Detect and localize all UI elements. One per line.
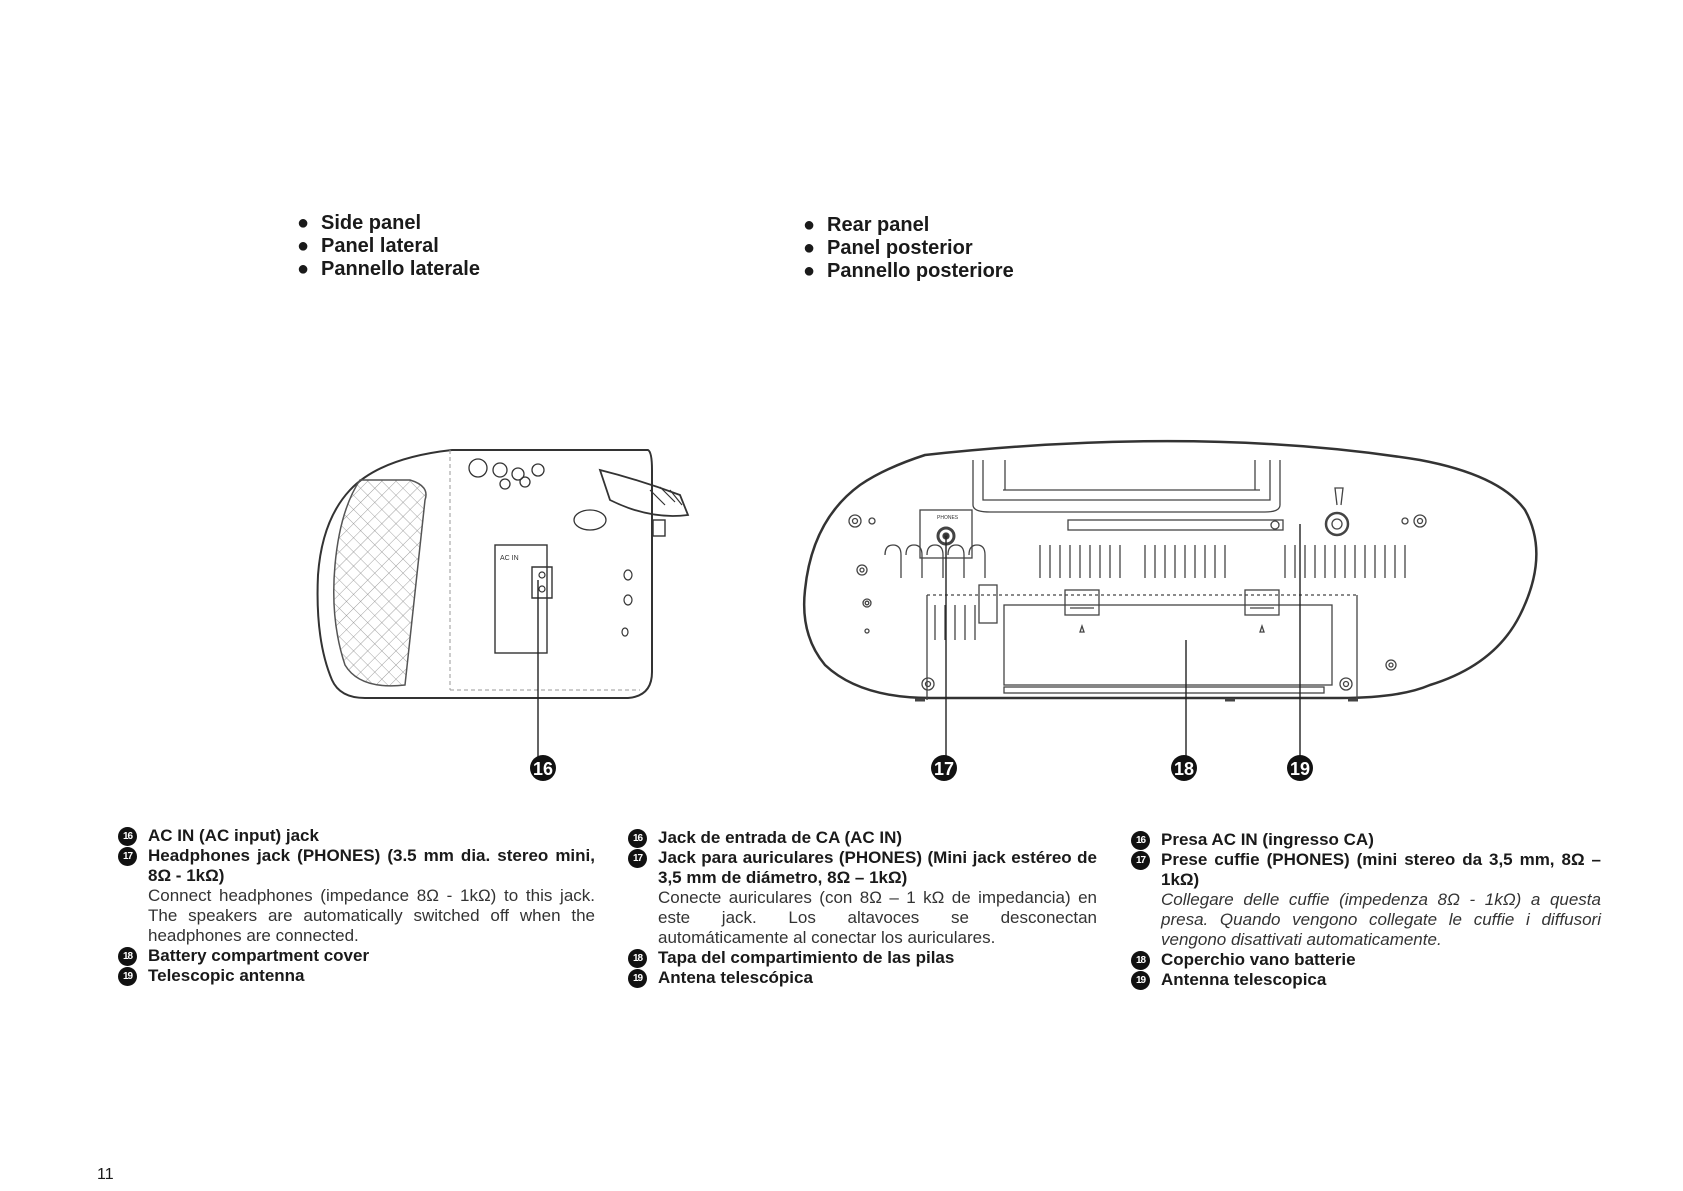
item-label: Antenna telescopica xyxy=(1161,970,1327,989)
item-label: Jack para auriculares (PHONES) (Mini jack estéreo de 3,5 mm de diámetro, 8Ω – 1kΩ) xyxy=(658,848,1097,887)
number-badge: 19 xyxy=(628,969,647,988)
list-item-18 xyxy=(118,946,595,966)
ac-in-label: AC IN xyxy=(500,555,519,562)
heading-it: Pannello posteriore xyxy=(827,260,1014,282)
rear-view-drawing xyxy=(804,441,1536,698)
item-label: Headphones jack (PHONES) (3.5 mm dia. stereo mini, 8Ω - 1kΩ) xyxy=(148,846,595,885)
heading-en: Side panel xyxy=(321,212,422,234)
spanish-column xyxy=(628,828,1097,988)
list-item-16 xyxy=(1131,830,1601,850)
item-label: Antena telescópica xyxy=(658,968,813,987)
number-badge: 18 xyxy=(1131,951,1150,970)
english-column xyxy=(118,826,595,986)
list-item-16 xyxy=(118,826,595,846)
heading-es: Panel lateral xyxy=(321,235,439,257)
list-item-17 xyxy=(118,846,595,886)
number-badge: 16 xyxy=(628,829,647,848)
number-badge: 16 xyxy=(118,827,137,846)
item-description: Connect headphones (impedance 8Ω - 1kΩ) to this jack. The speakers are automatically switched off when the headphones are connected. xyxy=(148,886,595,945)
item-label: Presa AC IN (ingresso CA) xyxy=(1161,830,1374,849)
side-panel-heading: ● Side panel ● Panel lateral ● Pannello laterale xyxy=(297,212,480,280)
rear-panel-heading: ● Rear panel ● Panel posterior ● Pannello posteriore xyxy=(803,214,1014,282)
list-item-18 xyxy=(1131,950,1601,970)
list-item-19 xyxy=(118,966,595,986)
heading-en: Rear panel xyxy=(827,214,930,236)
side-view-drawing xyxy=(318,450,688,698)
number-badge: 17 xyxy=(628,849,647,868)
list-item-16 xyxy=(628,828,1097,848)
list-item-17 xyxy=(1131,850,1601,890)
number-badge: 19 xyxy=(1131,971,1150,990)
item-description: Collegare delle cuffie (impedenza 8Ω - 1kΩ) a questa presa. Quando vengono collegate le cuffie i diffusori vengono disattivati automaticamente. xyxy=(1161,890,1601,949)
number-badge: 18 xyxy=(118,947,137,966)
callout-18-label: 18 xyxy=(1173,759,1195,779)
item-label: Battery compartment cover xyxy=(148,946,370,965)
phones-label: PHONES xyxy=(937,515,959,521)
item-label: Jack de entrada de CA (AC IN) xyxy=(658,828,903,847)
list-item-19 xyxy=(1131,970,1601,990)
callout-17-label: 17 xyxy=(933,759,955,779)
item-label: AC IN (AC input) jack xyxy=(148,826,319,845)
item-label: Prese cuffie (PHONES) (mini stereo da 3,5 mm, 8Ω – 1kΩ) xyxy=(1161,850,1601,889)
heading-es: Panel posterior xyxy=(827,237,973,259)
callout-19-label: 19 xyxy=(1289,759,1311,779)
page-number: 11 xyxy=(97,1166,114,1183)
number-badge: 17 xyxy=(118,847,137,866)
item-description: Conecte auriculares (con 8Ω – 1 kΩ de impedancia) en este jack. Los altavoces se desconectan automáticamente al conectar los auriculares. xyxy=(658,888,1097,947)
item-label: Tapa del compartimiento de las pilas xyxy=(658,948,955,967)
italian-column xyxy=(1131,830,1601,990)
heading-it: Pannello laterale xyxy=(321,258,480,280)
number-badge: 17 xyxy=(1131,851,1150,870)
number-badge: 16 xyxy=(1131,831,1150,850)
list-item-18 xyxy=(628,948,1097,968)
item-label: Telescopic antenna xyxy=(148,966,305,985)
list-item-17 xyxy=(628,848,1097,888)
number-badge: 18 xyxy=(628,949,647,968)
list-item-19 xyxy=(628,968,1097,988)
number-badge: 19 xyxy=(118,967,137,986)
item-label: Coperchio vano batterie xyxy=(1161,950,1356,969)
callout-16-label: 16 xyxy=(532,759,554,779)
